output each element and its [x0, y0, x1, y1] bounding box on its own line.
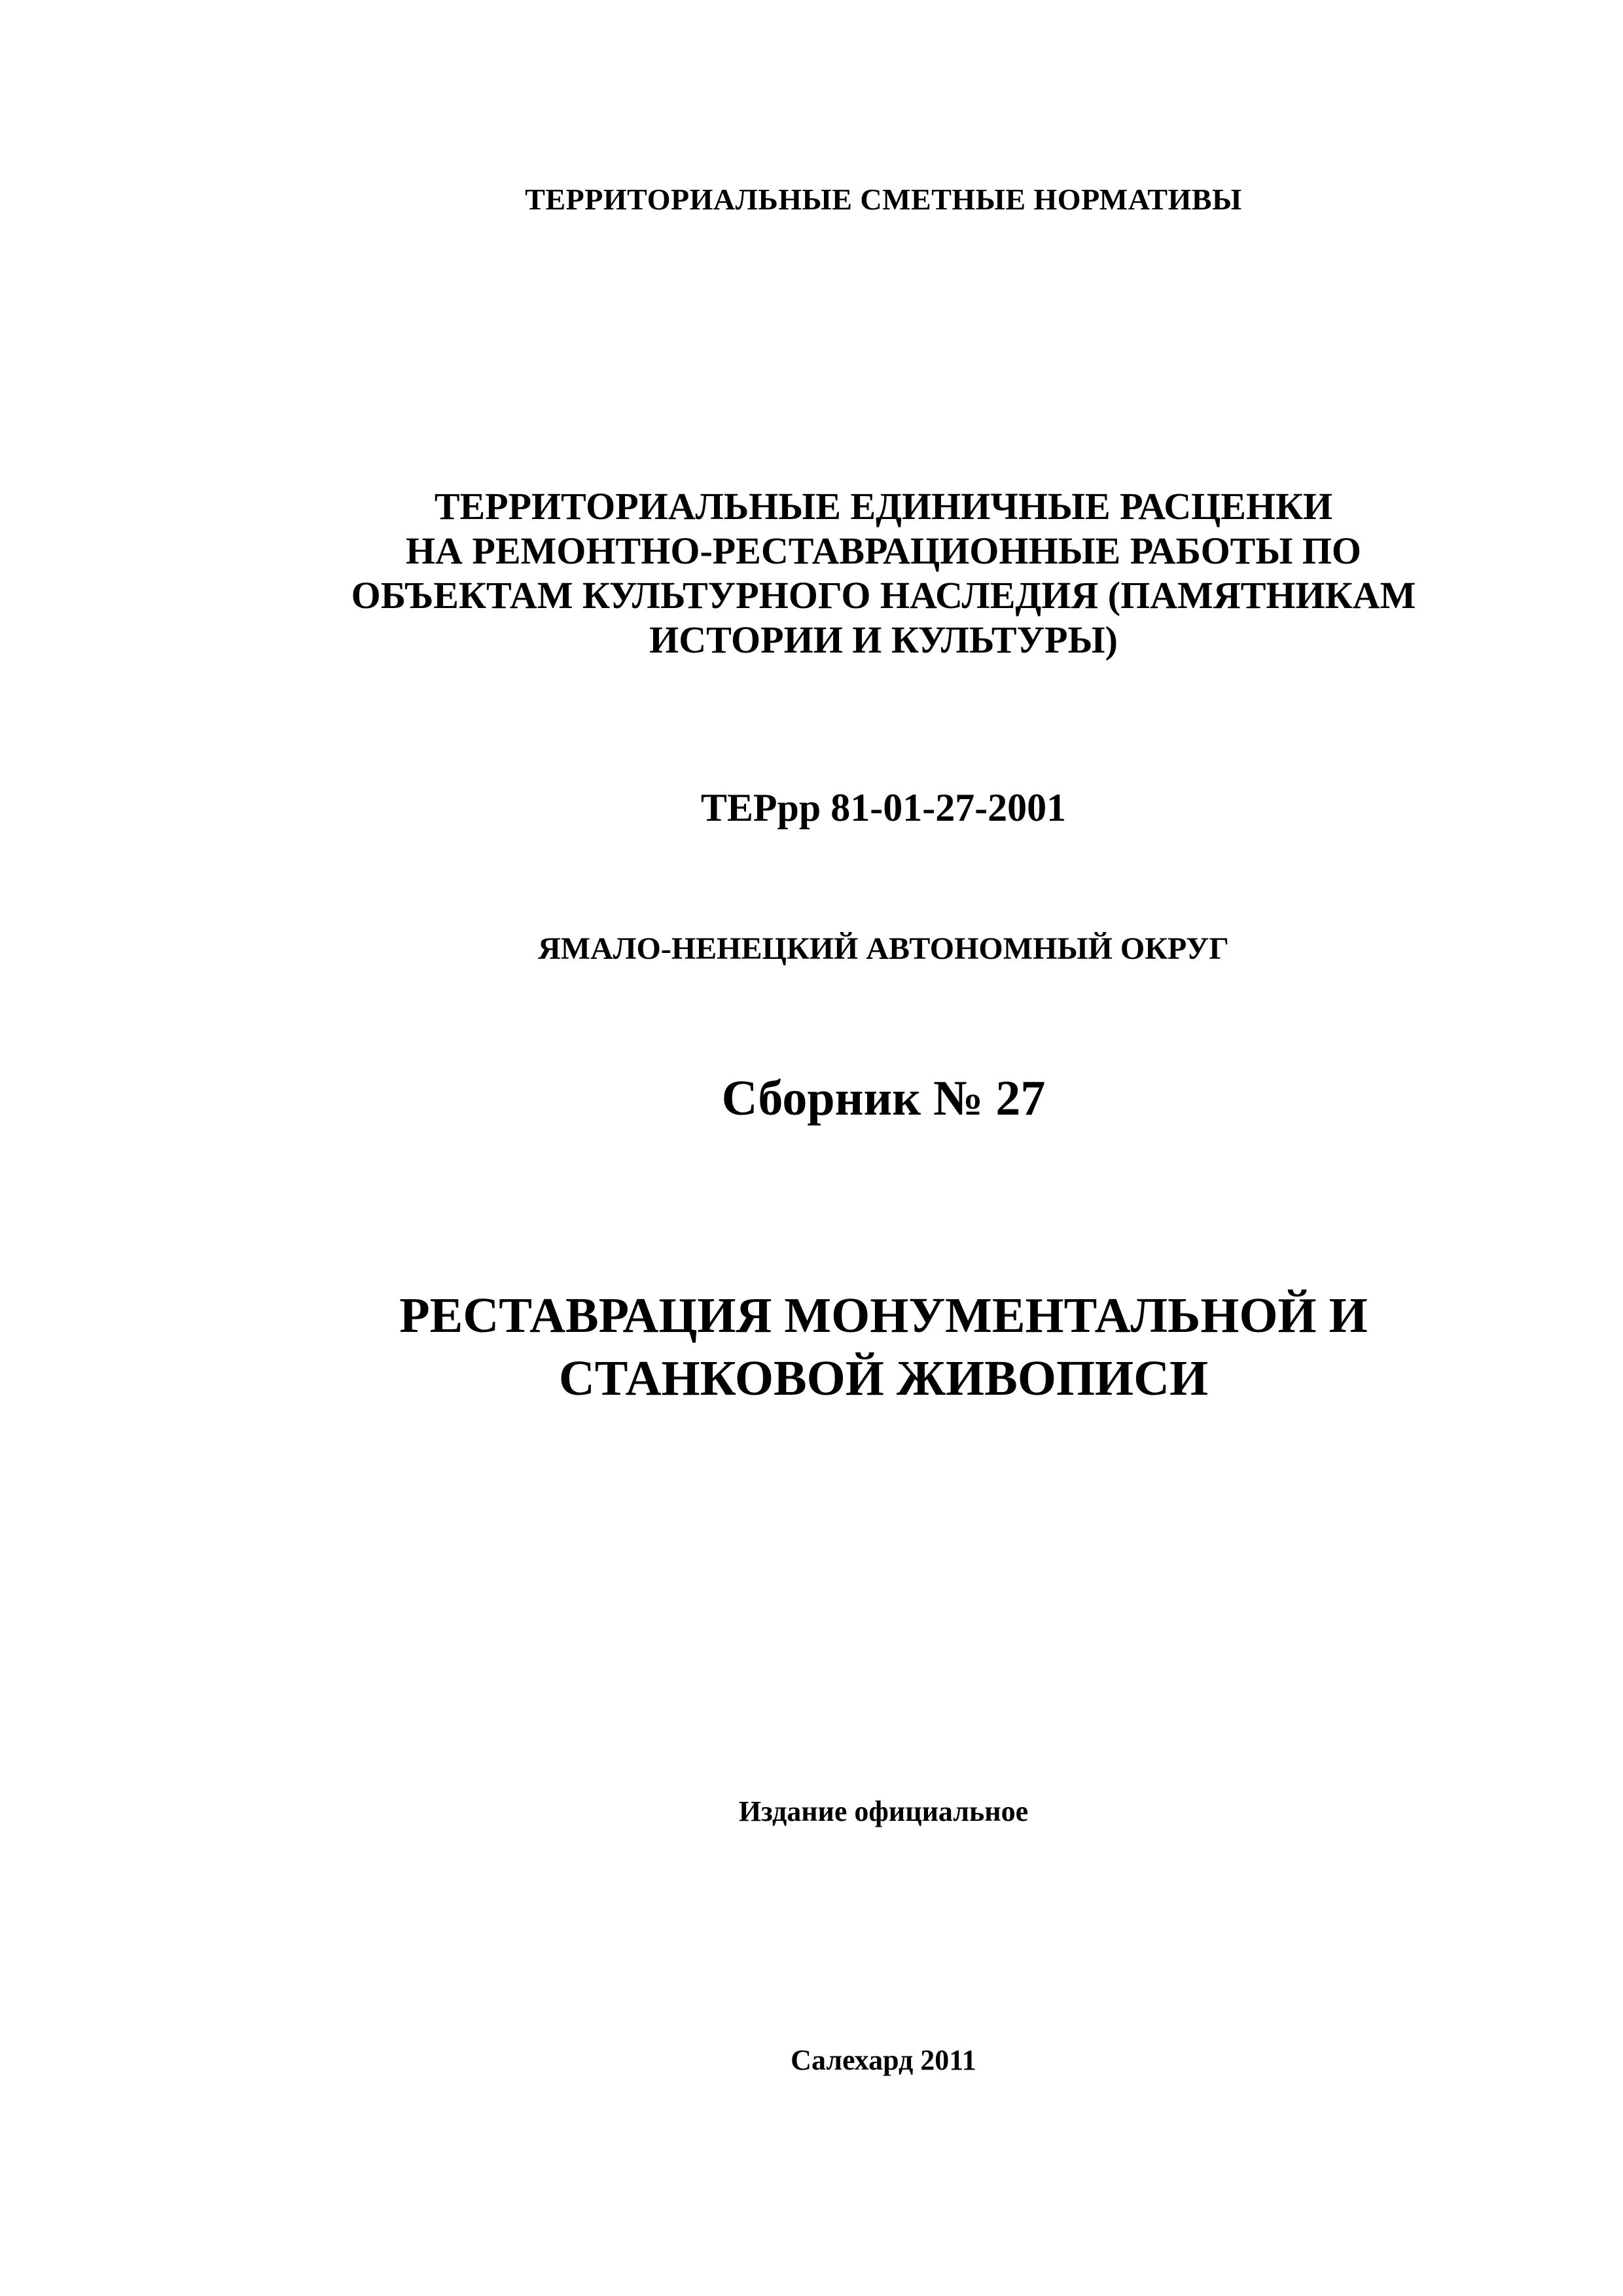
document-title [223, 484, 1544, 662]
subject-line: СТАНКОВОЙ ЖИВОПИСИ [558, 1351, 1209, 1406]
region-name: ЯМАЛО-НЕНЕЦКИЙ АВТОНОМНЫЙ ОКРУГ [538, 931, 1229, 966]
collection-number: Сборник № 27 [721, 1071, 1046, 1126]
title-line: НА РЕМОНТНО-РЕСТАВРАЦИОННЫЕ РАБОТЫ ПО [405, 529, 1362, 572]
collection-subject [223, 1284, 1544, 1410]
title-line: ОБЪЕКТАМ КУЛЬТУРНОГО НАСЛЕДИЯ (ПАМЯТНИКАМ [351, 574, 1416, 617]
subject-line: РЕСТАВРАЦИЯ МОНУМЕНТАЛЬНОЙ И [399, 1288, 1368, 1343]
place-and-year: Салехард 2011 [791, 2044, 976, 2076]
title-line: ТЕРРИТОРИАЛЬНЫЕ ЕДИНИЧНЫЕ РАСЦЕНКИ [434, 485, 1333, 528]
edition-label: Издание официальное [738, 1795, 1029, 1827]
document-code: ТЕРрр 81-01-27-2001 [700, 786, 1067, 829]
title-line: ИСТОРИИ И КУЛЬТУРЫ) [649, 619, 1118, 661]
series-heading: ТЕРРИТОРИАЛЬНЫЕ СМЕТНЫЕ НОРМАТИВЫ [525, 183, 1242, 216]
